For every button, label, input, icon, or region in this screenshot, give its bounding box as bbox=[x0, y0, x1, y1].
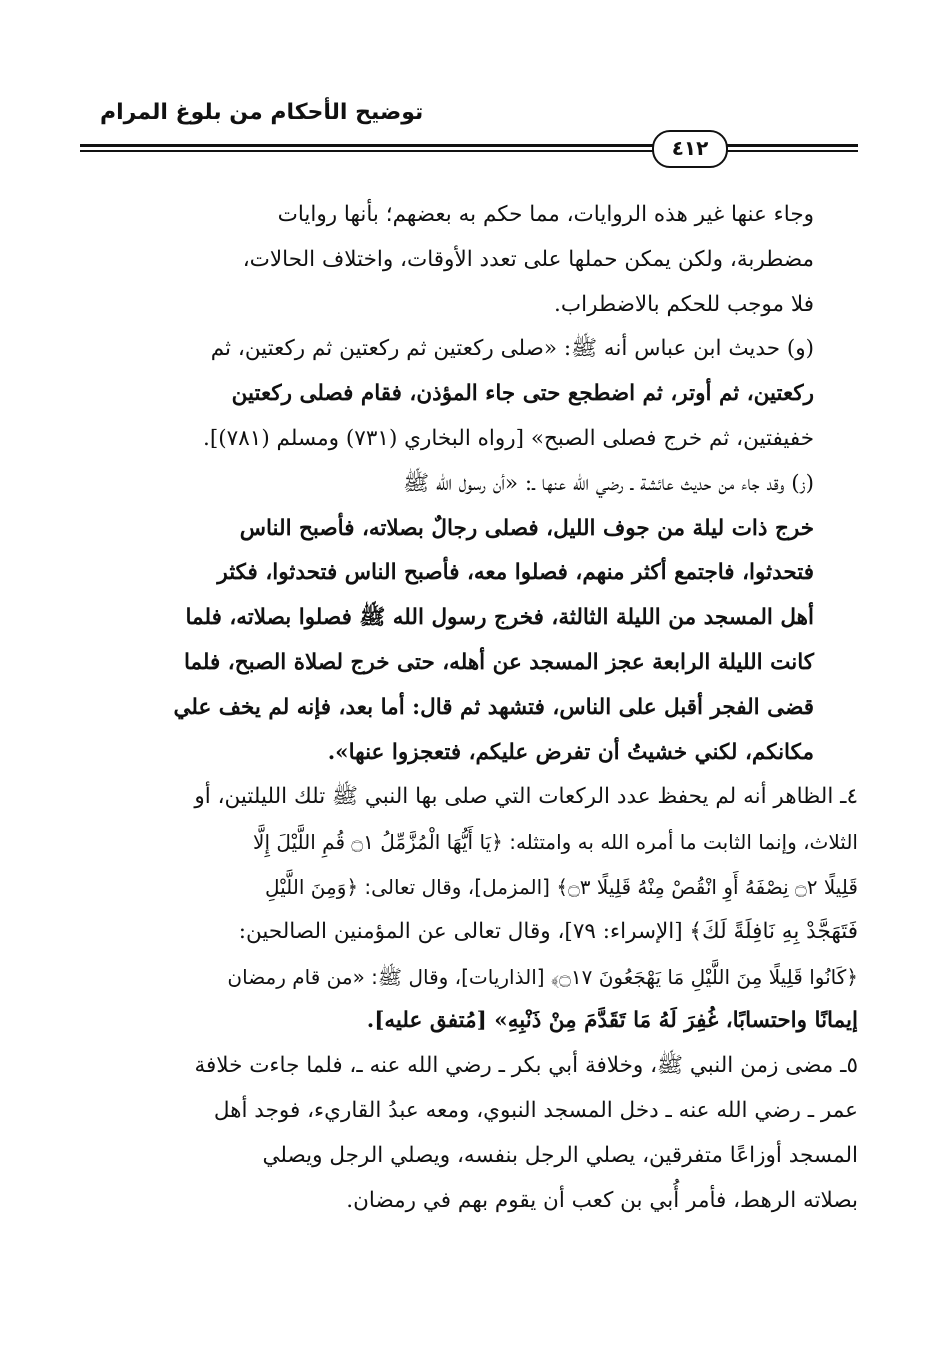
page-body bbox=[80, 193, 858, 1223]
text-line: (و) حديث ابن عباس أنه ﷺ: «صلى ركعتين ثم ركعتين ثم ركعتين، ثم bbox=[210, 336, 814, 362]
text-line: قضى الفجر أقبل على الناس، فتشهد ثم قال: أما بعد، فإنه لم يخف علي bbox=[173, 694, 814, 720]
text-line: فلا موجب للحكم بالاضطراب. bbox=[554, 291, 814, 317]
text-line: أهل المسجد من الليلة الثالثة، فخرج رسول الله ﷺ فصلوا بصلاته، فلما bbox=[185, 605, 814, 631]
text-line: خفيفتين، ثم خرج فصلى الصبح» [رواه البخاري (٧٣١) ومسلم (٧٨١)]. bbox=[203, 425, 814, 451]
text-line: (ز) وقد جاء من حديث عائشة ـ رضي الله عنها ـ: «أن رسول الله ﷺ bbox=[403, 470, 814, 496]
paragraph-other-narrations bbox=[80, 193, 858, 327]
header-rule-thin bbox=[80, 150, 858, 152]
text-line: وجاء عنها غير هذه الروايات، مما حكم به بعضهم؛ بأنها روايات bbox=[277, 202, 814, 227]
paragraph-aisha-hadith bbox=[80, 462, 858, 776]
text-line: فتحدثوا، فاجتمع أكثر منهم، فصلوا معه، فأصبح الناس فتحدثوا، فكثر bbox=[217, 560, 814, 586]
text-line: ٥ـ مضى زمن النبي ﷺ، وخلافة أبي بكر ـ رضي الله عنه ـ، فلما جاءت خلافة bbox=[194, 1053, 858, 1079]
paragraph-point-5 bbox=[80, 1044, 858, 1223]
text-line: مكانكم، لكني خشيتُ أن تفرض عليكم، فتعجزوا عنها». bbox=[327, 739, 814, 765]
header-rule-thick bbox=[80, 144, 858, 147]
text-line: المسجد أوزاعًا متفرقين، يصلي الرجل بنفسه، ويصلي الرجل ويصلي bbox=[262, 1142, 858, 1168]
text-line: كانت الليلة الرابعة عجز المسجد عن أهله، حتى خرج لصلاة الصبح، فلما bbox=[183, 649, 814, 675]
text-line: خرج ذات ليلة من جوف الليل، فصلى رجالٌ بصلاته، فأصبح الناس bbox=[239, 515, 814, 541]
text-line: إيمانًا واحتسابًا، غُفِرَ لَهُ مَا تَقَدَّمَ مِنْ ذَنْبِهِ» [مُتفق عليه]. bbox=[366, 1008, 858, 1034]
paragraph-point-4 bbox=[80, 775, 858, 1044]
paragraph-ibn-abbas-hadith bbox=[80, 327, 858, 461]
text-line: عمر ـ رضي الله عنه ـ دخل المسجد النبوي، ومعه عبدُ القاريء، فوجد أهل bbox=[213, 1097, 858, 1123]
page-number: ٤١٢ bbox=[652, 130, 728, 168]
text-line: قَلِيلًا ۝٢ نِصْفَهُ أَوِ انْقُصْ مِنْهُ قَلِيلًا ۝٣﴾ [المزمل]، وقال تعالى: ﴿وَمِنَ اللَّيْلِ bbox=[264, 874, 858, 899]
text-line: مضطربة، ولكن يمكن حملها على تعدد الأوقات، واختلاف الحالات، bbox=[242, 246, 814, 272]
text-line: فَتَهَجَّدْ بِهِ نَافِلَةً لَكَ﴾ [الإسراء: ٧٩]، وقال تعالى عن المؤمنين الصالحين: bbox=[238, 918, 858, 944]
text-line: ركعتين، ثم أوتر، ثم اضطجع حتى جاء المؤذن، فقام فصلى ركعتين bbox=[231, 381, 814, 407]
text-line: بصلاته الرهط، فأمر أُبي بن كعب أن يقوم بهم في رمضان. bbox=[346, 1187, 858, 1213]
text-line: ٤ـ الظاهر أنه لم يحفظ عدد الركعات التي صلى بها النبي ﷺ تلك الليلتين، أو bbox=[194, 784, 858, 810]
text-line: ﴿كَانُوا قَلِيلًا مِنَ اللَّيْلِ مَا يَهْجَعُونَ ۝١٧﴾ [الذاريات]، وقال ﷺ: «من قام رمضان bbox=[227, 964, 858, 989]
text-line: الثلاث، وإنما الثابت ما أمره الله به وامتثله: ﴿يَا أَيُّهَا الْمُزَّمِّلُ ۝١ قُمِ اللَّيْلَ إِلَّا bbox=[253, 830, 858, 855]
running-title: توضيح الأحكام من بلوغ المرام bbox=[100, 100, 424, 125]
